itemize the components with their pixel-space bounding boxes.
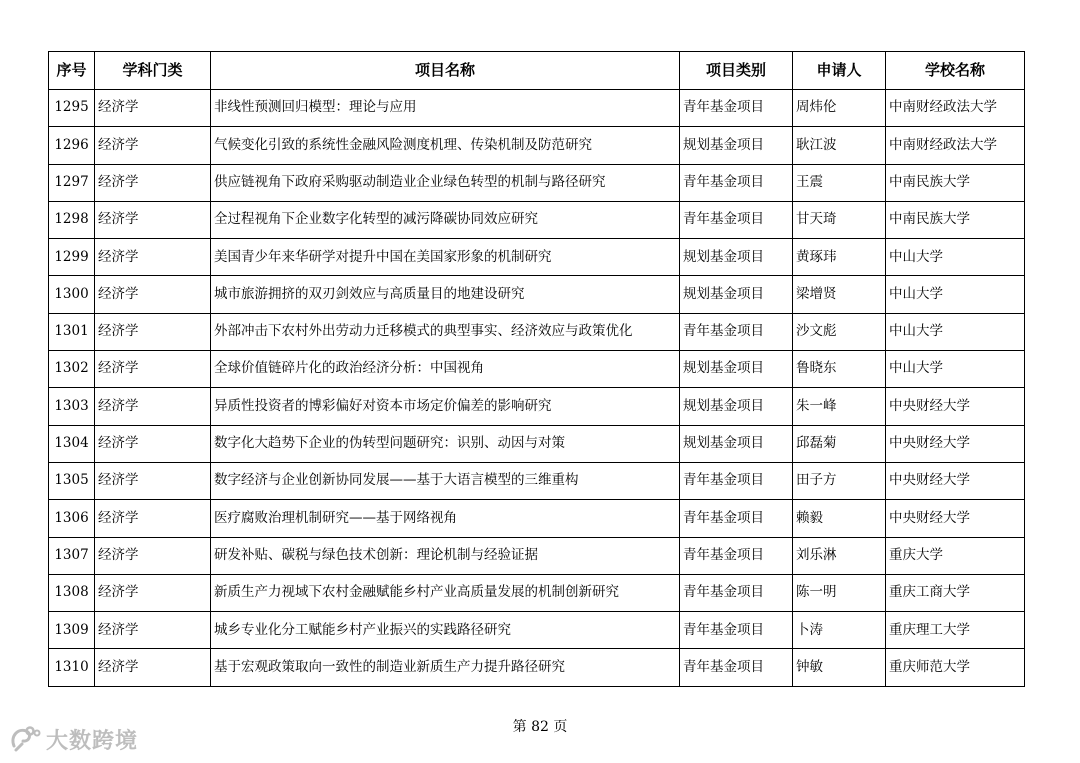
cell-school: 重庆大学 <box>886 537 1025 574</box>
cell-no: 1299 <box>49 239 95 276</box>
cell-discipline: 经济学 <box>95 500 211 537</box>
table-row <box>49 500 1025 537</box>
cell-applicant: 甘天琦 <box>793 201 886 238</box>
watermark <box>8 722 138 756</box>
project-table <box>48 51 1025 687</box>
table-row <box>49 462 1025 499</box>
cell-applicant: 钟敏 <box>793 649 886 686</box>
table-row <box>49 164 1025 201</box>
brand-logo-icon <box>8 722 42 756</box>
header-school: 学校名称 <box>886 52 1025 90</box>
header-discipline: 学科门类 <box>95 52 211 90</box>
cell-category: 青年基金项目 <box>680 574 793 611</box>
table-row <box>49 276 1025 313</box>
cell-applicant: 沙文彪 <box>793 313 886 350</box>
cell-no: 1305 <box>49 462 95 499</box>
cell-applicant: 黄琢玮 <box>793 239 886 276</box>
cell-school: 重庆工商大学 <box>886 574 1025 611</box>
cell-no: 1301 <box>49 313 95 350</box>
cell-no: 1303 <box>49 388 95 425</box>
table-row <box>49 351 1025 388</box>
cell-no: 1300 <box>49 276 95 313</box>
cell-school: 中南民族大学 <box>886 201 1025 238</box>
cell-discipline: 经济学 <box>95 201 211 238</box>
cell-no: 1306 <box>49 500 95 537</box>
cell-category: 青年基金项目 <box>680 612 793 649</box>
cell-no: 1308 <box>49 574 95 611</box>
cell-project: 新质生产力视域下农村金融赋能乡村产业高质量发展的机制创新研究 <box>211 574 680 611</box>
cell-category: 规划基金项目 <box>680 127 793 164</box>
cell-school: 中央财经大学 <box>886 425 1025 462</box>
cell-category: 规划基金项目 <box>680 425 793 462</box>
cell-no: 1302 <box>49 351 95 388</box>
cell-discipline: 经济学 <box>95 90 211 127</box>
cell-applicant: 鲁晓东 <box>793 351 886 388</box>
cell-applicant: 邱磊菊 <box>793 425 886 462</box>
cell-category: 青年基金项目 <box>680 649 793 686</box>
cell-discipline: 经济学 <box>95 574 211 611</box>
cell-project: 异质性投资者的博彩偏好对资本市场定价偏差的影响研究 <box>211 388 680 425</box>
cell-category: 青年基金项目 <box>680 90 793 127</box>
cell-discipline: 经济学 <box>95 164 211 201</box>
cell-discipline: 经济学 <box>95 313 211 350</box>
cell-project: 医疗腐败治理机制研究——基于网络视角 <box>211 500 680 537</box>
cell-school: 中南财经政法大学 <box>886 127 1025 164</box>
header-no: 序号 <box>49 52 95 90</box>
cell-school: 中山大学 <box>886 313 1025 350</box>
cell-applicant: 周炜伦 <box>793 90 886 127</box>
cell-no: 1310 <box>49 649 95 686</box>
cell-project: 供应链视角下政府采购驱动制造业企业绿色转型的机制与路径研究 <box>211 164 680 201</box>
table-row <box>49 574 1025 611</box>
cell-school: 中央财经大学 <box>886 462 1025 499</box>
header-category: 项目类别 <box>680 52 793 90</box>
table-header-row <box>49 52 1025 90</box>
cell-school: 中南财经政法大学 <box>886 90 1025 127</box>
cell-discipline: 经济学 <box>95 425 211 462</box>
cell-school: 重庆理工大学 <box>886 612 1025 649</box>
cell-discipline: 经济学 <box>95 537 211 574</box>
cell-no: 1296 <box>49 127 95 164</box>
cell-applicant: 耿江波 <box>793 127 886 164</box>
cell-applicant: 陈一明 <box>793 574 886 611</box>
cell-school: 中央财经大学 <box>886 388 1025 425</box>
cell-project: 数字化大趋势下企业的伪转型问题研究：识别、动因与对策 <box>211 425 680 462</box>
cell-applicant: 田子方 <box>793 462 886 499</box>
table-row <box>49 425 1025 462</box>
cell-school: 重庆师范大学 <box>886 649 1025 686</box>
cell-category: 规划基金项目 <box>680 276 793 313</box>
cell-project: 美国青少年来华研学对提升中国在美国家形象的机制研究 <box>211 239 680 276</box>
cell-discipline: 经济学 <box>95 388 211 425</box>
cell-no: 1304 <box>49 425 95 462</box>
cell-discipline: 经济学 <box>95 127 211 164</box>
table-row <box>49 90 1025 127</box>
cell-category: 青年基金项目 <box>680 201 793 238</box>
cell-no: 1297 <box>49 164 95 201</box>
cell-project: 研发补贴、碳税与绿色技术创新：理论机制与经验证据 <box>211 537 680 574</box>
table-row <box>49 239 1025 276</box>
cell-discipline: 经济学 <box>95 351 211 388</box>
cell-school: 中山大学 <box>886 239 1025 276</box>
watermark-text: 大数跨境 <box>46 728 139 754</box>
cell-category: 规划基金项目 <box>680 239 793 276</box>
table-row <box>49 127 1025 164</box>
cell-project: 城市旅游拥挤的双刃剑效应与高质量目的地建设研究 <box>211 276 680 313</box>
cell-project: 全球价值链碎片化的政治经济分析：中国视角 <box>211 351 680 388</box>
cell-discipline: 经济学 <box>95 239 211 276</box>
cell-no: 1307 <box>49 537 95 574</box>
cell-category: 青年基金项目 <box>680 500 793 537</box>
cell-school: 中央财经大学 <box>886 500 1025 537</box>
table-row <box>49 537 1025 574</box>
cell-no: 1309 <box>49 612 95 649</box>
cell-project: 基于宏观政策取向一致性的制造业新质生产力提升路径研究 <box>211 649 680 686</box>
cell-discipline: 经济学 <box>95 462 211 499</box>
cell-discipline: 经济学 <box>95 649 211 686</box>
cell-discipline: 经济学 <box>95 612 211 649</box>
cell-applicant: 卜涛 <box>793 612 886 649</box>
cell-project: 数字经济与企业创新协同发展——基于大语言模型的三维重构 <box>211 462 680 499</box>
table-row <box>49 388 1025 425</box>
cell-category: 规划基金项目 <box>680 388 793 425</box>
cell-applicant: 赖毅 <box>793 500 886 537</box>
cell-category: 青年基金项目 <box>680 313 793 350</box>
cell-school: 中山大学 <box>886 351 1025 388</box>
page-number: 第 82 页 <box>512 719 568 735</box>
cell-applicant: 梁增贤 <box>793 276 886 313</box>
cell-category: 规划基金项目 <box>680 351 793 388</box>
cell-project: 城乡专业化分工赋能乡村产业振兴的实践路径研究 <box>211 612 680 649</box>
cell-category: 青年基金项目 <box>680 537 793 574</box>
cell-applicant: 朱一峰 <box>793 388 886 425</box>
cell-discipline: 经济学 <box>95 276 211 313</box>
cell-project: 外部冲击下农村外出劳动力迁移模式的典型事实、经济效应与政策优化 <box>211 313 680 350</box>
cell-school: 中南民族大学 <box>886 164 1025 201</box>
cell-no: 1295 <box>49 90 95 127</box>
cell-category: 青年基金项目 <box>680 462 793 499</box>
cell-school: 中山大学 <box>886 276 1025 313</box>
table-row <box>49 313 1025 350</box>
table-row <box>49 649 1025 686</box>
header-applicant: 申请人 <box>793 52 886 90</box>
cell-applicant: 刘乐淋 <box>793 537 886 574</box>
table-row <box>49 201 1025 238</box>
cell-project: 气候变化引致的系统性金融风险测度机理、传染机制及防范研究 <box>211 127 680 164</box>
table-row <box>49 612 1025 649</box>
cell-project: 全过程视角下企业数字化转型的减污降碳协同效应研究 <box>211 201 680 238</box>
cell-project: 非线性预测回归模型：理论与应用 <box>211 90 680 127</box>
cell-no: 1298 <box>49 201 95 238</box>
header-project: 项目名称 <box>211 52 680 90</box>
cell-category: 青年基金项目 <box>680 164 793 201</box>
cell-applicant: 王震 <box>793 164 886 201</box>
